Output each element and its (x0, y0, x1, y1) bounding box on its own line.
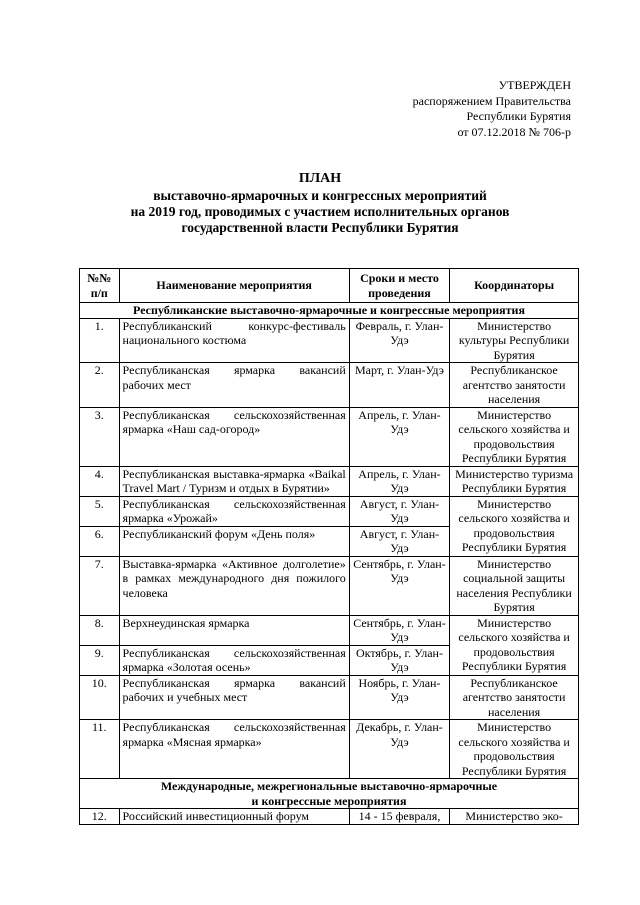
row-coordinator: Министерство сельского хозяйства и продовольствия Республики Бурятия (450, 615, 579, 675)
approval-authority: распоряжением Правительства (412, 93, 571, 108)
events-table (79, 268, 579, 825)
table-row (80, 809, 579, 825)
approval-status: УТВЕРЖДЕН (498, 78, 571, 92)
row-coordinator: Министерство эко- (450, 809, 579, 825)
approval-region: Республики Бурятия (466, 109, 571, 123)
row-coordinator: Министерство туризма Республики Бурятия (450, 466, 579, 496)
section-international-title (80, 779, 579, 809)
row-date-place: Март, г. Улан-Удэ (349, 363, 449, 408)
row-date-place: Апрель, г. Улан-Удэ (349, 407, 449, 466)
row-number: 8. (80, 615, 120, 645)
row-date-place: Август, г. Улан-Удэ (349, 496, 449, 526)
row-number: 5. (80, 496, 120, 526)
plan-heading (0, 170, 640, 236)
row-number: 6. (80, 526, 120, 556)
row-date-place: Сентябрь, г. Улан-Удэ (349, 615, 449, 645)
row-date-place: Ноябрь, г. Улан-Удэ (349, 675, 449, 720)
row-date-place: 14 - 15 февраля, (349, 809, 449, 825)
row-number: 3. (80, 407, 120, 466)
plan-subtitle-line-3: государственной власти Республики Бурятия (181, 220, 459, 235)
row-number: 7. (80, 556, 120, 615)
row-event-name: Республиканская выставка-ярмарка «Baikal Travel Mart / Туризм и отдых в Бурятии» (119, 466, 349, 496)
plan-subtitle-line-1: выставочно-ярмарочных и конгрессных мероприятий (153, 188, 487, 203)
header-number: №№ п/п (80, 269, 120, 303)
row-date-place: Сентябрь, г. Улан-Удэ (349, 556, 449, 615)
approval-block (413, 78, 571, 140)
table-row (80, 318, 579, 363)
table-row (80, 615, 579, 645)
row-event-name: Республиканская сельскохозяйственная ярмарка «Золотая осень» (119, 645, 349, 675)
section-row (80, 779, 579, 809)
row-event-name: Верхнеудинская ярмарка (119, 615, 349, 645)
section-international-line-1: Международные, межрегиональные выставочно-ярмарочные (160, 779, 498, 793)
section-row (80, 303, 579, 319)
table-row (80, 675, 579, 720)
row-coordinator: Министерство сельского хозяйства и продовольствия Республики Бурятия (450, 407, 579, 466)
row-date-place: Февраль, г. Улан-Удэ (349, 318, 449, 363)
row-coordinator: Министерство социальной защиты населения Республики Бурятия (450, 556, 579, 615)
plan-subtitle-line-2: на 2019 год, проводимых с участием исполнительных органов (130, 204, 510, 219)
header-coordinators: Координаторы (450, 269, 579, 303)
section-international-line-2: и конгрессные мероприятия (251, 793, 407, 808)
row-number: 12. (80, 809, 120, 825)
table-header-row (80, 269, 579, 303)
table-row (80, 496, 579, 526)
row-number: 10. (80, 675, 120, 720)
table-row (80, 407, 579, 466)
row-date-place: Октябрь, г. Улан-Удэ (349, 645, 449, 675)
row-event-name: Республиканская сельскохозяйственная ярмарка «Урожай» (119, 496, 349, 526)
row-event-name: Выставка-ярмарка «Активное долголетие» в рамках международного дня пожилого человека (119, 556, 349, 615)
header-event-name: Наименование мероприятия (119, 269, 349, 303)
row-event-name: Республиканский конкурс-фестиваль национального костюма (119, 318, 349, 363)
row-coordinator: Министерство сельского хозяйства и продовольствия Республики Бурятия (450, 720, 579, 779)
table-row (80, 720, 579, 779)
approval-date-number: от 07.12.2018 № 706-р (457, 124, 571, 139)
row-date-place: Апрель, г. Улан-Удэ (349, 466, 449, 496)
row-coordinator: Министерство культуры Республики Бурятия (450, 318, 579, 363)
row-number: 4. (80, 466, 120, 496)
row-number: 11. (80, 720, 120, 779)
table-row (80, 556, 579, 615)
row-event-name: Республиканская ярмарка вакансий рабочих мест (119, 363, 349, 408)
row-number: 1. (80, 318, 120, 363)
row-coordinator: Республиканское агентство занятости населения (450, 675, 579, 720)
row-date-place: Август, г. Улан-Удэ (349, 526, 449, 556)
header-date-place: Сроки и место проведения (349, 269, 449, 303)
table-row (80, 466, 579, 496)
section-republican-title: Республиканские выставочно-ярмарочные и конгрессные мероприятия (80, 303, 579, 319)
row-event-name: Российский инвестиционный форум (119, 809, 349, 825)
row-number: 9. (80, 645, 120, 675)
row-event-name: Республиканская сельскохозяйственная ярмарка «Наш сад-огород» (119, 407, 349, 466)
row-number: 2. (80, 363, 120, 408)
row-event-name: Республиканский форум «День поля» (119, 526, 349, 556)
plan-title: ПЛАН (298, 171, 342, 186)
table-row (80, 363, 579, 408)
row-coordinator: Республиканское агентство занятости населения (450, 363, 579, 408)
row-date-place: Декабрь, г. Улан-Удэ (349, 720, 449, 779)
row-event-name: Республиканская ярмарка вакансий рабочих и учебных мест (119, 675, 349, 720)
row-coordinator: Министерство сельского хозяйства и продовольствия Республики Бурятия (450, 496, 579, 556)
row-event-name: Республиканская сельскохозяйственная ярмарка «Мясная ярмарка» (119, 720, 349, 779)
